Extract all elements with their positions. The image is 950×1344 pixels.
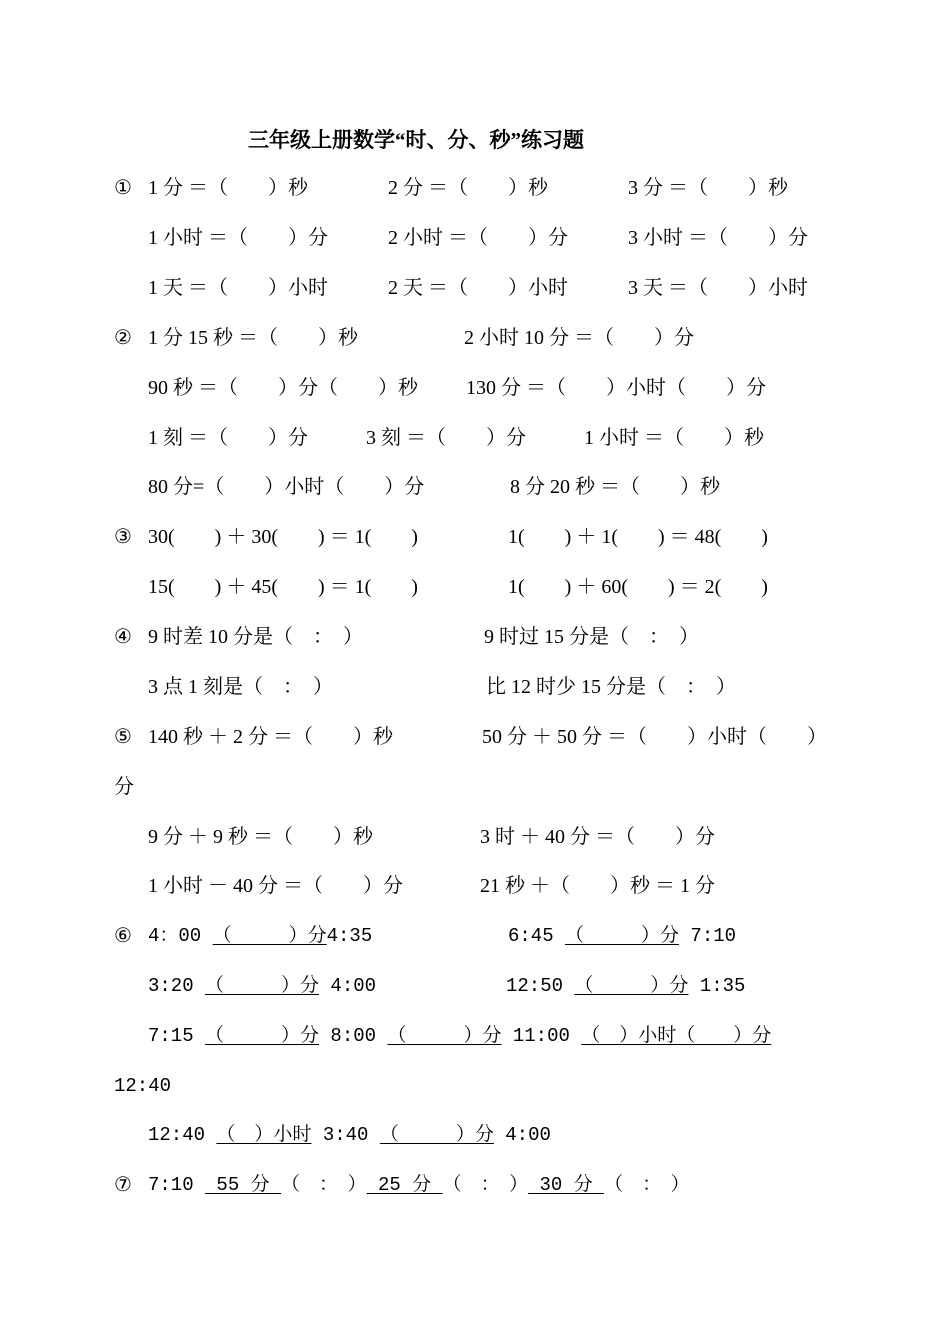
- s7-gap-2: 25 分: [366, 1174, 443, 1196]
- s5-r3-a: 1 小时 － 40 分 ＝（ ）分: [148, 875, 403, 897]
- s1-r1-c: 3 分 ＝（ ）秒: [628, 177, 788, 199]
- s6-r4-mid: 3:40: [311, 1124, 380, 1146]
- s6-r2-a: [148, 974, 376, 998]
- s7-blank-3: （ ： ）: [604, 1174, 690, 1196]
- s5-r1-b: 50 分 ＋ 50 分 ＝（ ）小时（ ）: [482, 726, 827, 748]
- section-6-number: ⑥: [114, 925, 132, 947]
- section-3-number: ③: [114, 526, 132, 548]
- s3-r1-a: 30( ) ＋ 30( ) ＝ 1( ): [148, 526, 418, 548]
- s2-r2-a: 90 秒 ＝（ ）分（ ）秒: [148, 377, 418, 399]
- s4-r2-b: 比 12 时少 15 分是（ ： ）: [486, 676, 736, 698]
- s6-r1-b-blank: （ ）分: [565, 925, 680, 947]
- s6-r1-a-start: 4：00: [148, 925, 213, 947]
- s6-r1-b: [508, 924, 736, 948]
- s6-r1-b-start: 6:45: [508, 925, 566, 947]
- s6-r2-b-end: 1:35: [688, 975, 746, 997]
- s6-r3-mid-2: 11:00: [501, 1025, 582, 1047]
- s5-r2-b: 3 时 ＋ 40 分 ＝（ ）分: [480, 826, 715, 848]
- s2-r4-a: 80 分=（ ）小时（ ）分: [148, 476, 425, 498]
- s6-r1-a-end: 4:35: [326, 925, 373, 947]
- s3-r1-b: 1( ) ＋ 1( ) ＝ 48( ): [508, 526, 768, 548]
- s7-blank-1: （ ： ）: [281, 1174, 367, 1196]
- section-5-number: ⑤: [114, 726, 132, 748]
- s7-row: [148, 1173, 690, 1197]
- s6-r4-end: 4:00: [493, 1124, 551, 1146]
- section-4-number: ④: [114, 626, 132, 648]
- s6-r2-b: [506, 974, 745, 998]
- s2-r3-c: 1 小时 ＝（ ）秒: [584, 427, 764, 449]
- s7-start: 7:10: [148, 1174, 206, 1196]
- s3-r2-b: 1( ) ＋ 60( ) ＝ 2( ): [508, 576, 768, 598]
- s4-r1-a: 9 时差 10 分是（ ： ）: [148, 626, 363, 648]
- s6-r4: [148, 1123, 551, 1147]
- s2-r1-b: 2 小时 10 分 ＝（ ）分: [464, 327, 694, 349]
- s3-r2-a: 15( ) ＋ 45( ) ＝ 1( ): [148, 576, 418, 598]
- s1-r2-b: 2 小时 ＝（ ）分: [388, 227, 568, 249]
- s4-r2-a: 3 点 1 刻是（ ： ）: [148, 676, 333, 698]
- s5-r1-wrap: 分: [114, 776, 134, 798]
- section-2-number: ②: [114, 327, 132, 349]
- s1-r2-c: 3 小时 ＝（ ）分: [628, 227, 808, 249]
- section-1-number: ①: [114, 177, 132, 199]
- s6-r2-b-start: 12:50: [506, 975, 575, 997]
- s5-r3-b: 21 秒 ＋（ ）秒 ＝ 1 分: [480, 875, 715, 897]
- s1-r3-c: 3 天 ＝（ ）小时: [628, 277, 808, 299]
- section-7-number: ⑦: [114, 1174, 132, 1196]
- s5-r2-a: 9 分 ＋ 9 秒 ＝（ ）秒: [148, 826, 373, 848]
- s6-r3-wrap: 12:40: [114, 1075, 172, 1097]
- s1-r3-a: 1 天 ＝（ ）小时: [148, 277, 328, 299]
- s6-r3-mid-1: 8:00: [319, 1025, 388, 1047]
- s5-r1-a: 140 秒 ＋ 2 分 ＝（ ）秒: [148, 726, 393, 748]
- s2-r2-b: 130 分 ＝（ ）小时（ ）分: [466, 377, 766, 399]
- s6-r4-blank-2: （ ）分: [379, 1124, 494, 1146]
- s1-r1-a: 1 分 ＝（ ）秒: [148, 177, 308, 199]
- s6-r2-a-start: 3:20: [148, 975, 206, 997]
- s6-r2-a-blank: （ ）分: [205, 975, 320, 997]
- s4-r1-b: 9 时过 15 分是（ ： ）: [484, 626, 699, 648]
- s6-r3-start: 7:15: [148, 1025, 206, 1047]
- s6-r2-b-blank: （ ）分: [574, 975, 689, 997]
- s6-r1-a: [148, 924, 372, 948]
- s6-r1-b-end: 7:10: [679, 925, 737, 947]
- s2-r3-a: 1 刻 ＝（ ）分: [148, 427, 308, 449]
- s6-r3: [148, 1024, 771, 1048]
- s2-r3-b: 3 刻 ＝（ ）分: [366, 427, 526, 449]
- s7-blank-2: （ ： ）: [442, 1174, 529, 1196]
- s6-r3-blank-2: （ ）分: [387, 1025, 502, 1047]
- s1-r3-b: 2 天 ＝（ ）小时: [388, 277, 568, 299]
- s1-r2-a: 1 小时 ＝（ ）分: [148, 227, 328, 249]
- worksheet-title: 三年级上册数学“时、分、秒”练习题: [248, 128, 584, 152]
- s1-r1-b: 2 分 ＝（ ）秒: [388, 177, 548, 199]
- s2-r4-b: 8 分 20 秒 ＝（ ）秒: [510, 476, 720, 498]
- s6-r3-blank-1: （ ）分: [205, 1025, 320, 1047]
- s7-gap-3: 30 分: [528, 1174, 605, 1196]
- s7-gap-1: 55 分: [205, 1174, 282, 1196]
- s6-r3-blank-3: （ ）小时（ ）分: [581, 1025, 772, 1047]
- s6-r1-a-blank: （ ）分: [212, 925, 327, 947]
- s6-r4-start: 12:40: [148, 1124, 217, 1146]
- s2-r1-a: 1 分 15 秒 ＝（ ）秒: [148, 327, 358, 349]
- s6-r4-blank-1: （ ）小时: [216, 1124, 312, 1146]
- s6-r2-a-end: 4:00: [319, 975, 377, 997]
